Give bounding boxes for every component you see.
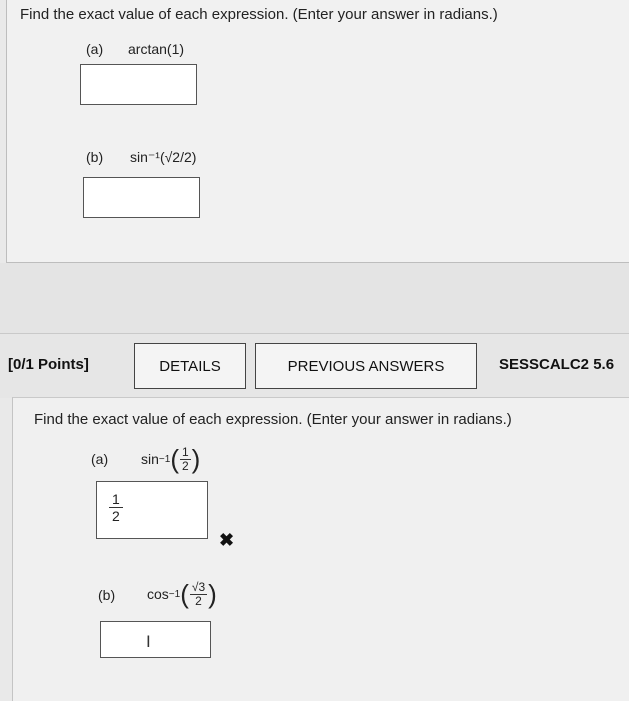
q2-b-exponent: −1: [168, 588, 181, 600]
q1-instruction: Find the exact value of each expression. (Enter your answer in radians.): [20, 6, 498, 23]
details-button[interactable]: DETAILS: [134, 343, 246, 389]
section-gap: [0, 263, 629, 333]
q2-b-func: cos: [147, 586, 169, 602]
q1-part-b-expression: sin⁻¹(√2/2): [130, 149, 197, 165]
incorrect-icon: ✖: [219, 530, 235, 550]
points-score: [0/1 Points]: [8, 356, 89, 373]
q1-part-a-answer-input[interactable]: [80, 64, 197, 105]
q2-a-func: sin: [141, 451, 159, 467]
q1-part-a-expression: arctan(1): [128, 41, 185, 57]
previous-answers-button[interactable]: PREVIOUS ANSWERS: [255, 343, 477, 389]
q2-part-b-label: (b): [98, 587, 116, 603]
q2-a-fraction: $\frac{1}{2}$: [181, 444, 189, 473]
q2-part-a-label: (a): [91, 451, 109, 467]
q2-part-a-expression: sin −1 ( $\frac{1}{2}$ ): [141, 444, 201, 474]
assignment-code: SESSCALC2 5.6: [499, 356, 615, 373]
q2-part-b-expression: cos −1 ( $\frac{√3}{2}$ ): [147, 579, 217, 609]
q1-part-a-label: (a): [86, 41, 104, 57]
text-cursor-icon: I: [146, 632, 151, 651]
q2-instruction: Find the exact value of each expression. (Enter your answer in radians.): [34, 411, 512, 428]
q1-part-b-label: (b): [86, 149, 104, 165]
question-panel-1: [6, 0, 629, 263]
q2-part-a-answer-value: $\frac{1}{2}$: [109, 491, 123, 524]
q2-part-b-answer-input[interactable]: [100, 621, 211, 658]
q2-a-exponent: −1: [158, 453, 171, 465]
q1-part-b-answer-input[interactable]: [83, 177, 200, 218]
q2-b-fraction: $\frac{√3}{2}$: [191, 579, 206, 608]
